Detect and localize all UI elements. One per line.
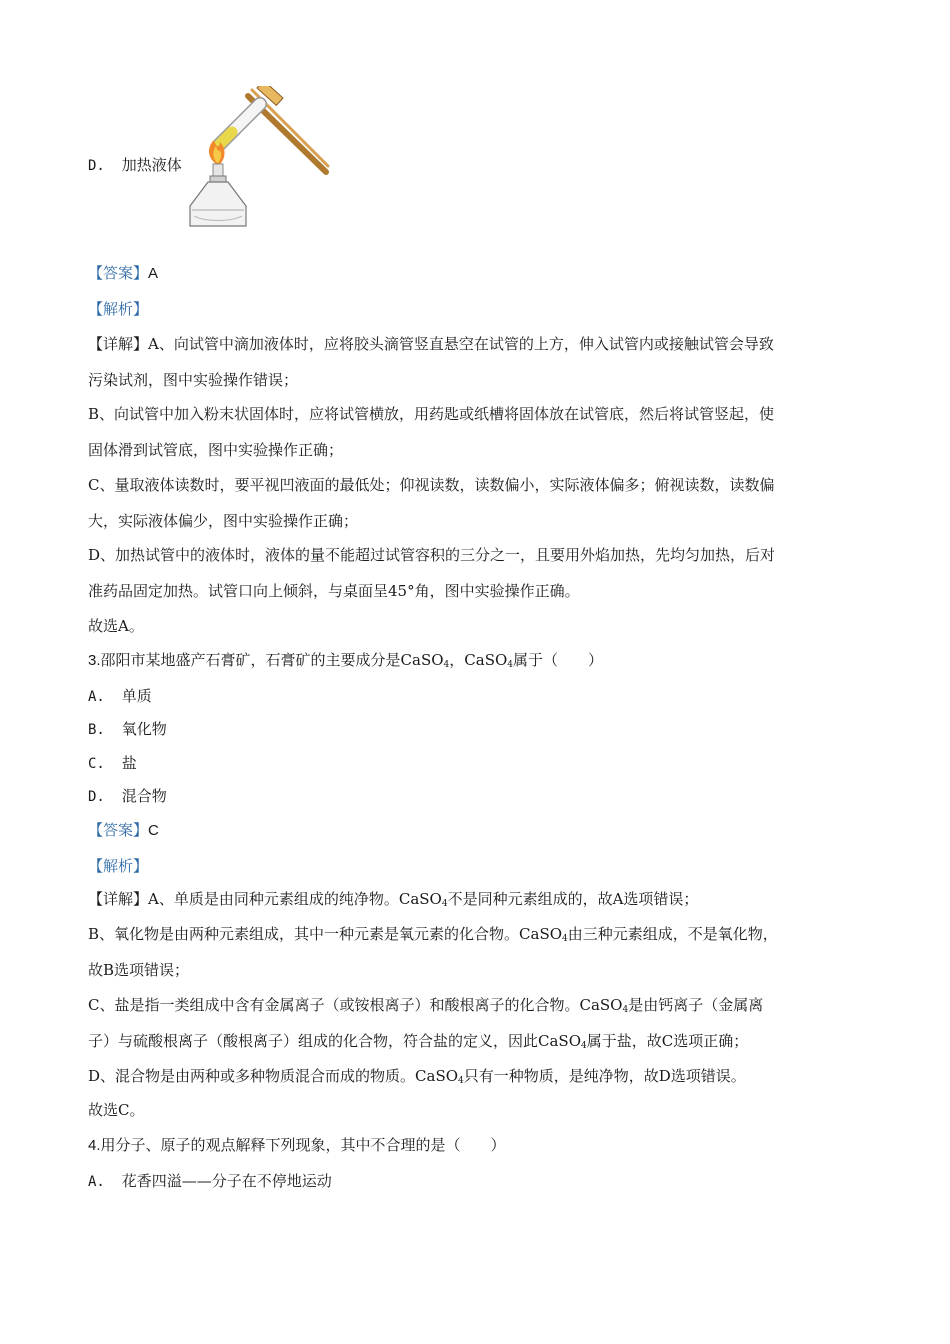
q4-stem: 4.用分子、原子的观点解释下列现象，其中不合理的是（ ） [88, 1136, 506, 1154]
heating-liquid-figure [182, 86, 332, 236]
q2-option-d [88, 155, 182, 176]
q2-detail-line-5: C、量取液体读数时，要平视凹液面的最低处；仰视读数，读数偏小，实际液体偏多；俯视读数，读数偏 [88, 476, 775, 494]
q2-detail-line-3: B、向试管中加入粉末状固体时，应将试管横放，用药匙或纸槽将固体放在试管底，然后将试管竖起，使 [88, 405, 775, 423]
question-number: 3. [88, 652, 101, 669]
q2-detail-line-4: 固体滑到试管底，图中实验操作正确； [88, 441, 344, 459]
test-tube [218, 104, 260, 146]
q3-detail-line-4: C、盐是指一类组成中含有金属离子（或铵根离子）和酸根离子的化合物。CaSO$_4$是由钙离子（金属离 [88, 996, 764, 1015]
q3-detail-line-6: D、混合物是由两种或多种物质混合而成的物质。CaSO$_4$只有一种物质，是纯净物，故D选项错误。 [88, 1067, 746, 1086]
q3-detail-line-3: 故B选项错误； [88, 961, 190, 979]
option-label: D. [88, 158, 105, 174]
q2-conclusion: 故选A。 [88, 617, 144, 635]
q2-analysis-tag: 【解析】 [88, 300, 149, 318]
q3-answer [88, 820, 159, 841]
q3-analysis-tag: 【解析】 [88, 857, 149, 875]
q3-option-a: A. 单质 [88, 687, 152, 705]
q2-answer [88, 263, 158, 284]
alcohol-lamp [190, 164, 246, 226]
answer-value: C [148, 822, 159, 839]
q2-detail-line-6: 大，实际液体偏少，图中实验操作正确； [88, 512, 359, 530]
detail-tag: 【详解】 [88, 335, 149, 353]
q2-detail-line-7: D、加热试管中的液体时，液体的量不能超过试管容积的三分之一，且要用外焰加热，先均匀加热，后对 [88, 546, 776, 564]
detail-tag: 【详解】 [88, 890, 149, 908]
option-text: 加热液体 [121, 156, 182, 174]
q2-detail-line-1: 【详解】A、向试管中滴加液体时，应将胶头滴管竖直悬空在试管的上方，伸入试管内或接触试管会导致 [88, 335, 774, 353]
q4-option-a: A. 花香四溢——分子在不停地运动 [88, 1172, 332, 1190]
q3-option-b: B. 氧化物 [88, 720, 167, 738]
answer-tag: 【答案】 [88, 264, 149, 282]
question-number: 4. [88, 1137, 101, 1154]
q3-detail-line-1: 【详解】A、单质是由同种元素组成的纯净物。CaSO$_4$不是同种元素组成的，故A选项错误； [88, 890, 699, 909]
q3-detail-line-5: 子）与硫酸根离子（酸根离子）组成的化合物，符合盐的定义，因此CaSO$_4$属于盐，故C选项正确； [88, 1032, 749, 1051]
q3-conclusion: 故选C。 [88, 1101, 145, 1119]
q2-detail-line-8: 准药品固定加热。试管口向上倾斜，与桌面呈45°角，图中实验操作正确。 [88, 582, 580, 600]
q3-option-d: D. 混合物 [88, 787, 167, 805]
q3-option-c: C. 盐 [88, 754, 137, 772]
answer-value: A [148, 265, 159, 282]
answer-tag: 【答案】 [88, 821, 149, 839]
q3-detail-line-2: B、氧化物是由两种元素组成，其中一种元素是氧元素的化合物。CaSO$_4$由三种元素组成，不是氧化物， [88, 925, 778, 944]
q3-stem: 3.邵阳市某地盛产石膏矿，石膏矿的主要成分是CaSO$_4$，CaSO$_4$属于（ ） [88, 651, 604, 670]
q2-detail-line-2: 污染试剂，图中实验操作错误； [88, 371, 299, 389]
